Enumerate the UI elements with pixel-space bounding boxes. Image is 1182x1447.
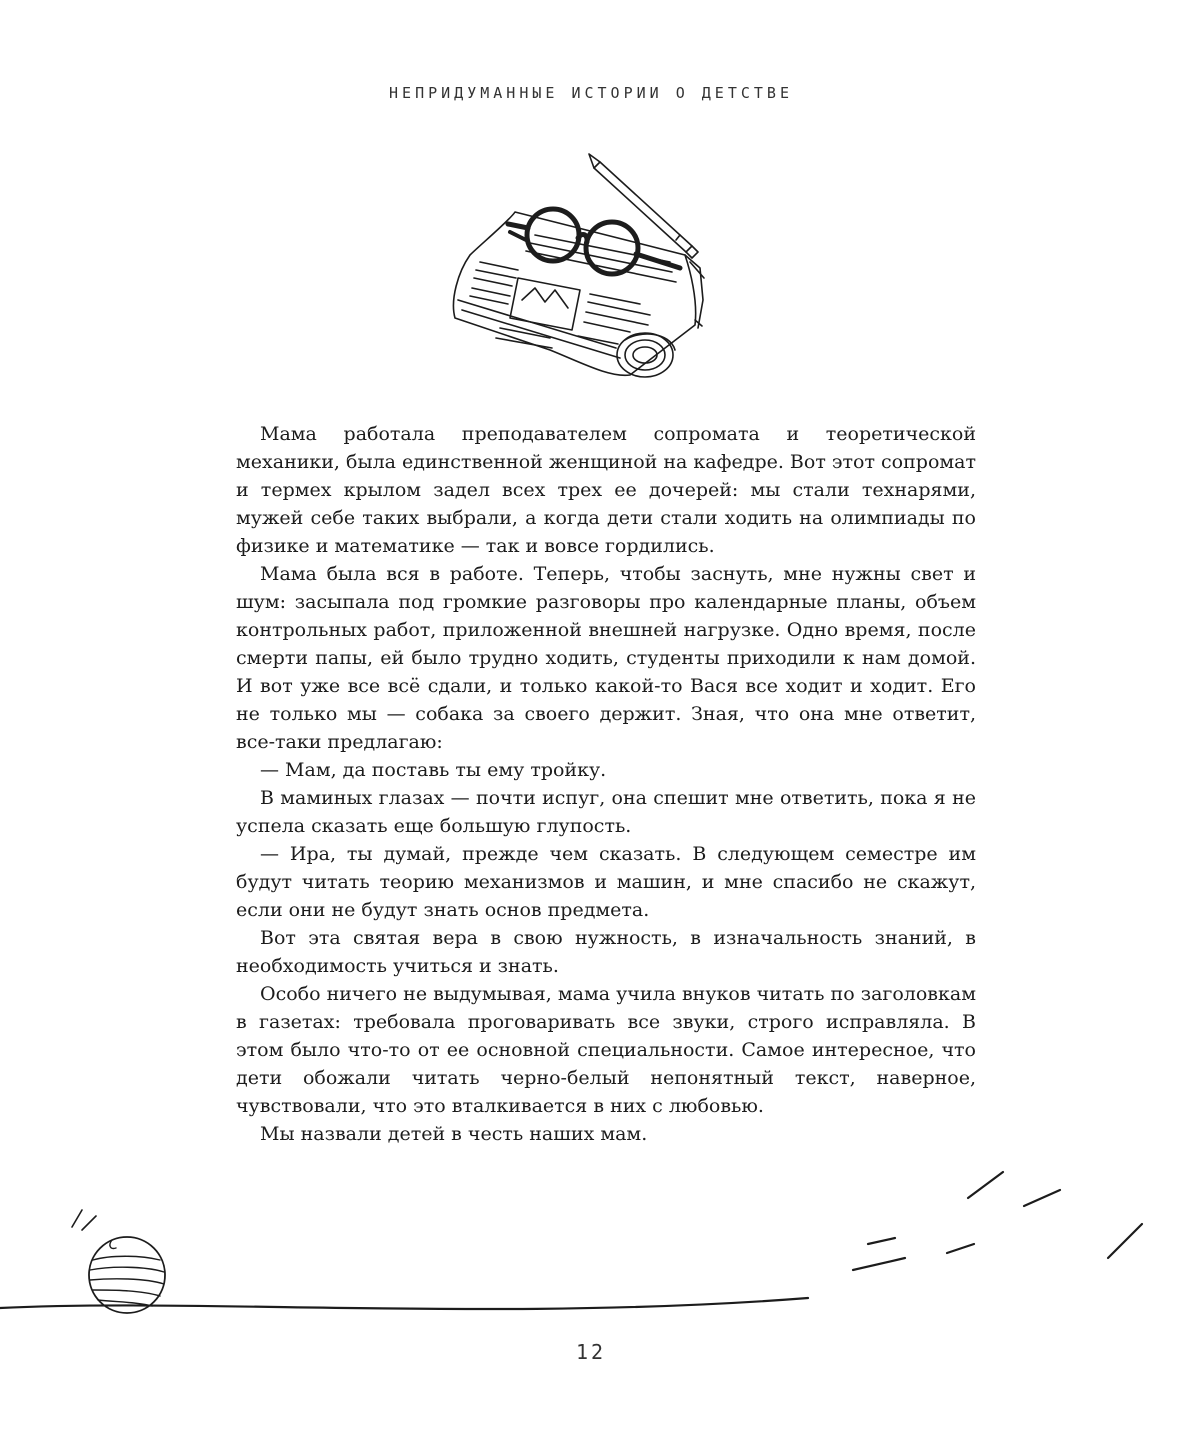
- rolling-ball-icon: [0, 1110, 1182, 1340]
- paragraph-1: Мама работала преподавателем сопромата и теоретической механики, была единственной женщиной на кафедре. Вот этот сопромат и термех крылом задел всех трех ее дочерей: мы стали технарями, мужей себе таких выбрали, а когда дети стали ходить на олимпиады по физике и математике — так и вовсе гордились.: [236, 423, 976, 557]
- page-number: 12: [575, 1340, 607, 1364]
- body-text: [236, 420, 976, 1148]
- paragraph-6: Вот эта святая вера в свою нужность, в изначальность знаний, в необходимость учиться и знать.: [236, 927, 976, 977]
- newspaper-glasses-pencil-icon: [440, 150, 730, 390]
- paragraph-4: В маминых глазах — почти испуг, она спешит мне ответить, пока я не успела сказать еще большую глупость.: [236, 787, 976, 837]
- paragraph-2: Мама была вся в работе. Теперь, чтобы заснуть, мне нужны свет и шум: засыпала под громкие разговоры про календарные планы, объем контрольных работ, приложенной внешней нагрузке. Одно время, после смерти папы, ей было трудно ходить, студенты приходили к нам домой. И вот уже все всё сдали, и только какой-то Вася все ходит и ходит. Его не только мы — собака за своего держит. Зная, что она мне ответит, все-таки предлагаю:: [236, 563, 976, 753]
- paragraph-7: Особо ничего не выдумывая, мама учила внуков читать по заголовкам в газетах: требовала проговаривать все звуки, строго исправляла. В этом было что-то от ее основной специальности. Самое интересное, что дети обожали читать черно-белый непонятный текст, наверное, чувствовали, что это вталкивается в них с любовью.: [236, 983, 976, 1117]
- paragraph-3: — Мам, да поставь ты ему тройку.: [260, 759, 607, 781]
- running-title: НЕПРИДУМАННЫЕ ИСТОРИИ О ДЕТСТВЕ: [389, 84, 793, 102]
- paragraph-5: — Ира, ты думай, прежде чем сказать. В следующем семестре им будут читать теорию механизмов и машин, и мне спасибо не скажут, если они не будут знать основ предмета.: [236, 843, 976, 921]
- paragraph-8: Мы назвали детей в честь наших мам.: [260, 1123, 648, 1145]
